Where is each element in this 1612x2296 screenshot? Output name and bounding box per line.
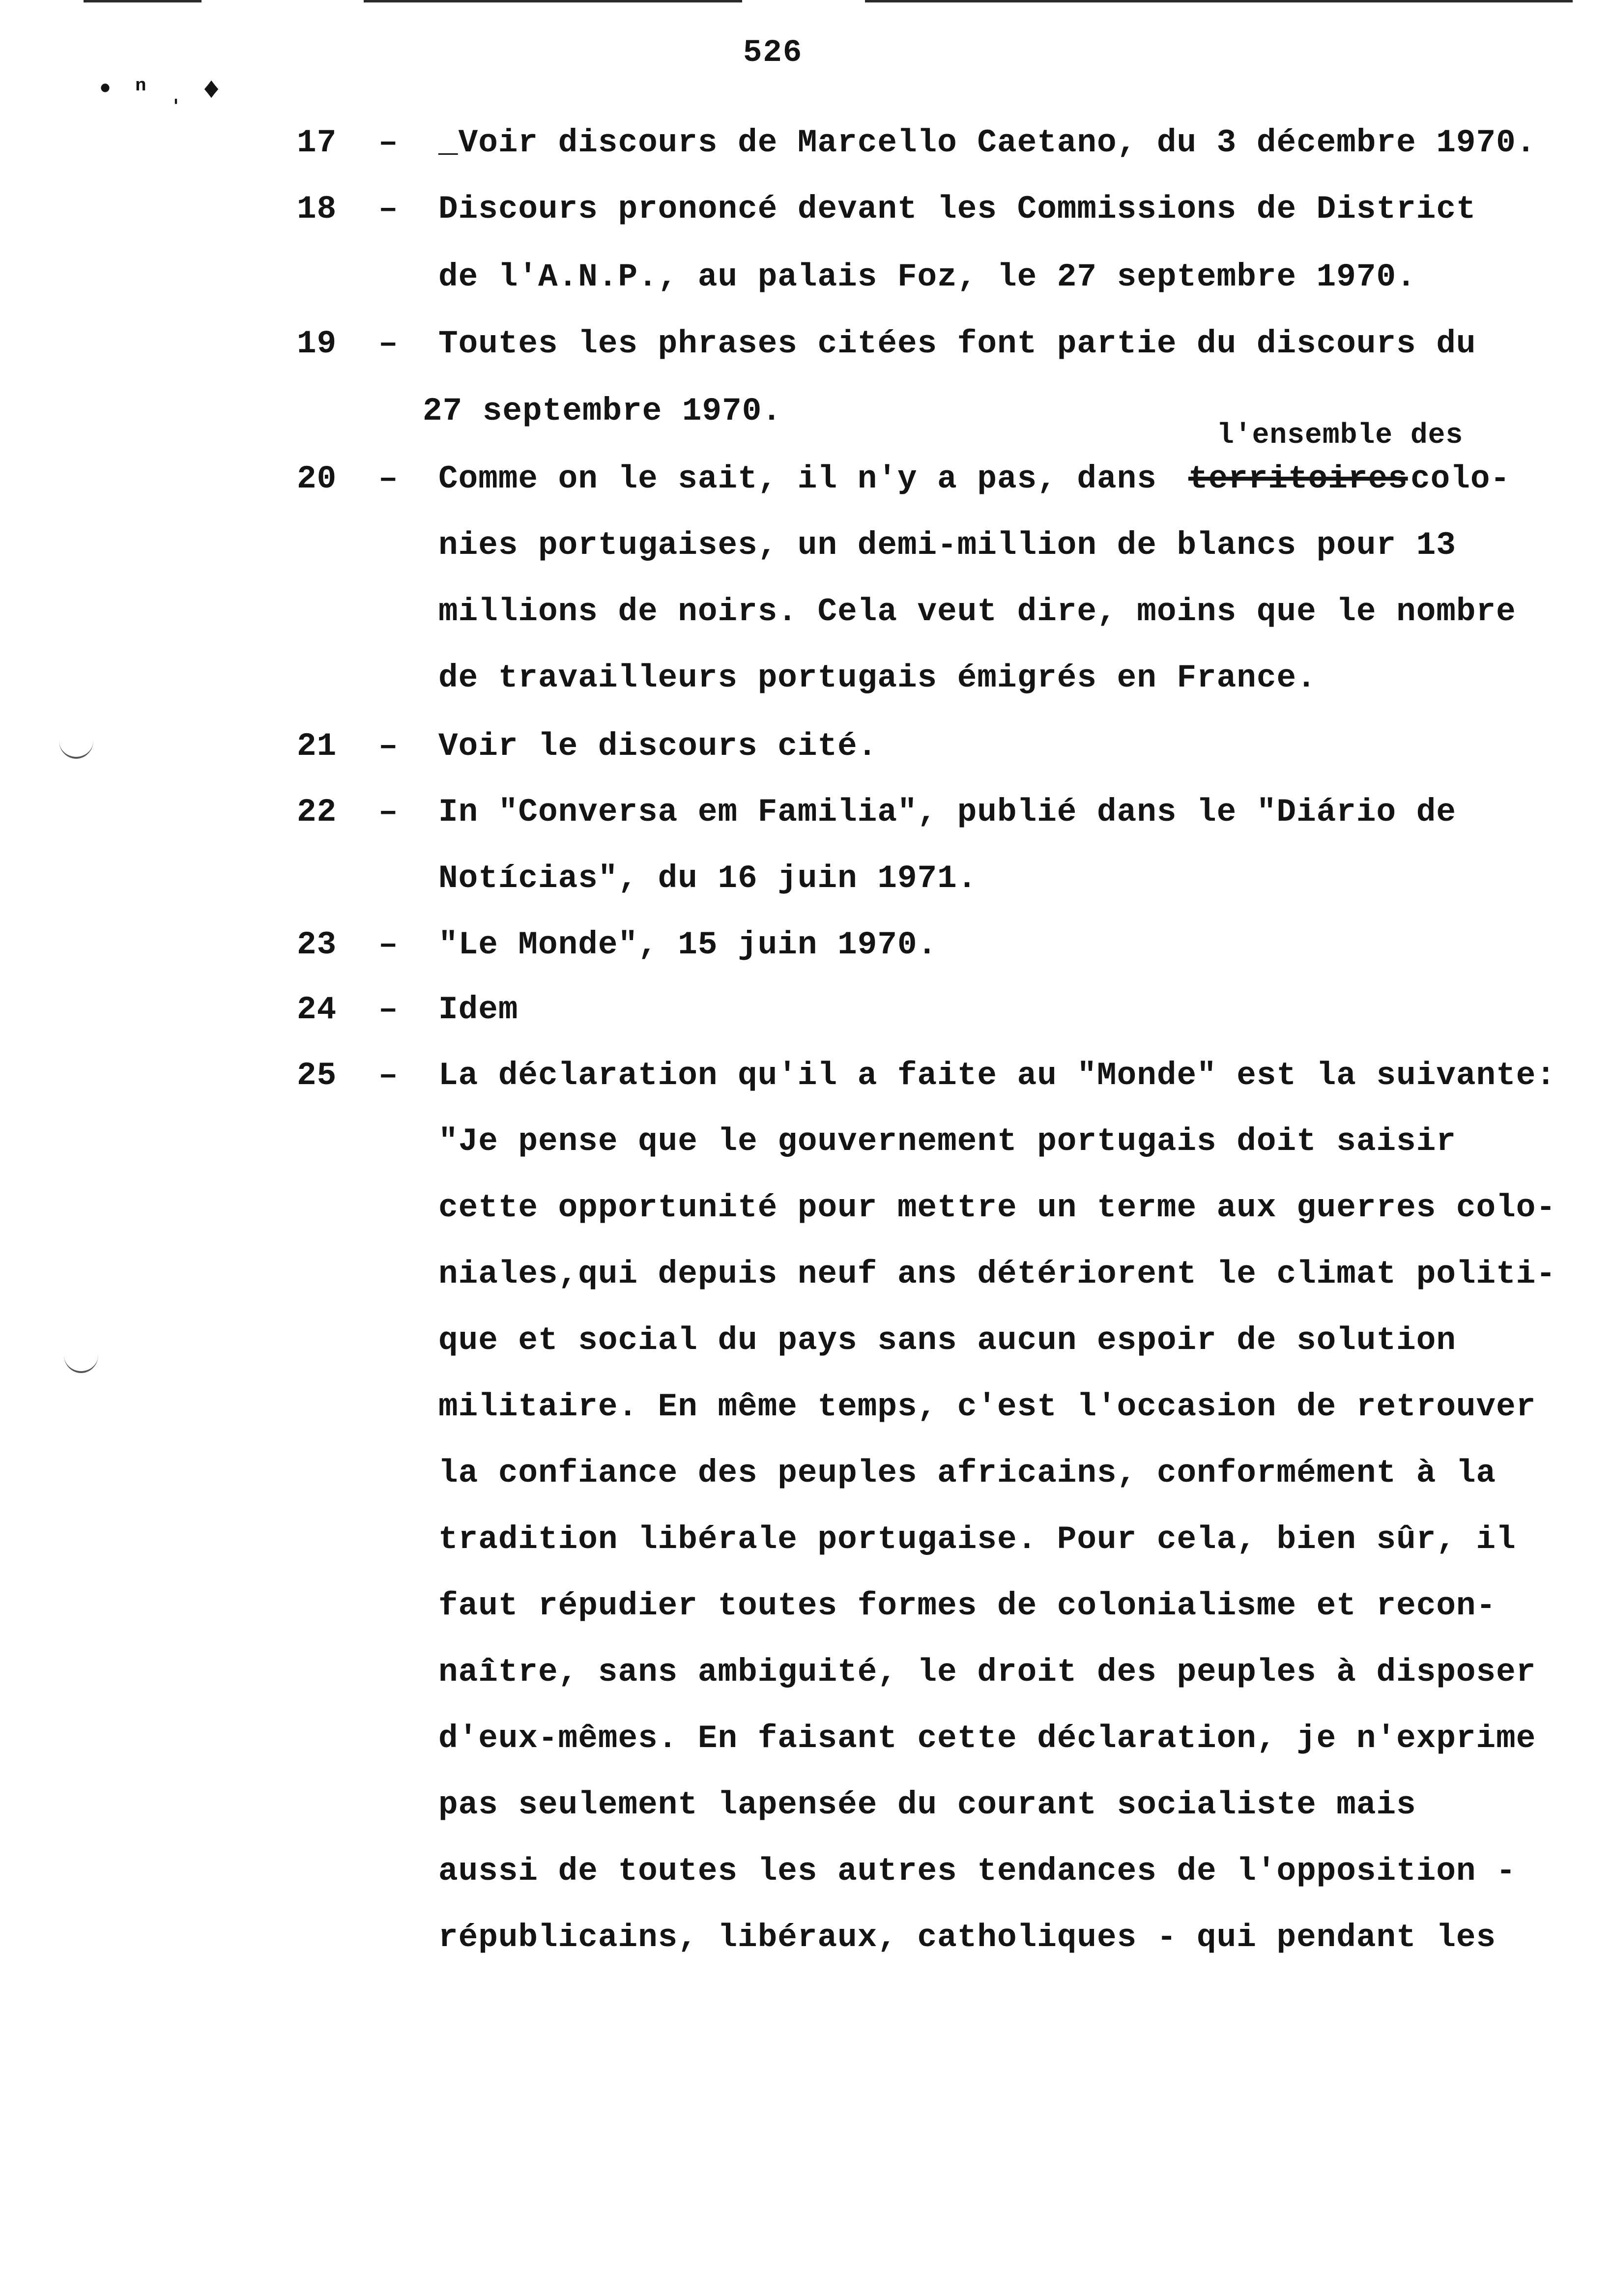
handwritten-insertion: l'ensemble des — [1217, 420, 1464, 452]
note-line: d'eux-mêmes. En faisant cette déclaration, je n'exprime — [438, 1720, 1536, 1757]
note-line: pas seulement lapensée du courant socialiste mais — [438, 1786, 1416, 1823]
note-line: naître, sans ambiguité, le droit des peuples à disposer — [438, 1654, 1536, 1691]
struck-word: territoires — [1188, 460, 1408, 497]
note-dash: – — [378, 191, 399, 228]
note-number: 21 — [297, 728, 337, 765]
note-dash: – — [378, 325, 399, 362]
note-dash: – — [378, 728, 399, 765]
note-line: de l'A.N.P., au palais Foz, le 27 septembre 1970. — [438, 258, 1416, 295]
top-rule-right — [865, 0, 1573, 2]
note-line: cette opportunité pour mettre un terme aux guerres colo- — [438, 1189, 1556, 1226]
note-line: La déclaration qu'il a faite au "Monde" est la suivante: — [438, 1057, 1556, 1094]
note-number: 24 — [297, 991, 337, 1028]
note-line: Voir le discours cité. — [438, 728, 878, 765]
note-line: de travailleurs portugais émigrés en France. — [438, 660, 1317, 696]
note-number: 20 — [297, 460, 337, 497]
note-line: In "Conversa em Familia", publié dans le "Diário de — [438, 794, 1456, 831]
note-line: Toutes les phrases citées font partie du discours du — [438, 325, 1476, 362]
note-number: 22 — [297, 794, 337, 831]
note-dash: – — [378, 460, 399, 497]
page-number: 526 — [743, 35, 803, 71]
note-dash: – — [378, 1057, 399, 1094]
note-number: 17 — [297, 124, 337, 161]
note-line: millions de noirs. Cela veut dire, moins que le nombre — [438, 593, 1516, 630]
note-line: la confiance des peuples africains, conformément à la — [438, 1455, 1497, 1492]
margin-bracket-mark — [64, 1337, 98, 1373]
note-number: 18 — [297, 191, 337, 228]
note-line: "Je pense que le gouvernement portugais doit saisir — [438, 1123, 1456, 1160]
margin-bracket-mark — [59, 722, 93, 759]
note-dash: – — [378, 124, 399, 161]
note-dash: – — [378, 794, 399, 831]
note-number: 23 — [297, 926, 337, 963]
note-line: "Le Monde", 15 juin 1970. — [438, 926, 938, 963]
note-line: Comme on le sait, il n'y a pas, dans — [438, 460, 1157, 497]
note-line: que et social du pays sans aucun espoir de solution — [438, 1322, 1456, 1359]
note-line: tradition libérale portugaise. Pour cela, bien sûr, il — [438, 1521, 1516, 1558]
note-dash: – — [378, 991, 399, 1028]
note-line: républicains, libéraux, catholiques - qui pendant les — [438, 1919, 1497, 1956]
note-line: aussi de toutes les autres tendances de l'opposition - — [438, 1853, 1516, 1890]
note-line: Idem — [438, 991, 518, 1028]
note-line: faut répudier toutes formes de colonialisme et recon- — [438, 1587, 1497, 1624]
note-line: nies portugaises, un demi-million de blancs pour 13 — [438, 527, 1456, 564]
note-line: colo- — [1410, 460, 1511, 497]
note-line: _Voir discours de Marcello Caetano, du 3 décembre 1970. — [438, 124, 1536, 161]
note-line: Discours prononcé devant les Commissions de District — [438, 191, 1476, 228]
top-rule-middle — [364, 0, 742, 2]
note-number: 25 — [297, 1057, 337, 1094]
note-line: niales,qui depuis neuf ans détériorent le climat politi- — [438, 1256, 1556, 1292]
note-line: 27 septembre 1970. — [423, 393, 782, 430]
note-dash: – — [378, 926, 399, 963]
note-line: Notícias", du 16 juin 1971. — [438, 860, 978, 897]
note-line: militaire. En même temps, c'est l'occasion de retrouver — [438, 1388, 1536, 1425]
note-number: 19 — [297, 325, 337, 362]
top-rule-left — [84, 0, 202, 2]
stray-marks: • ⁿ ˌ ♦ — [96, 74, 221, 107]
